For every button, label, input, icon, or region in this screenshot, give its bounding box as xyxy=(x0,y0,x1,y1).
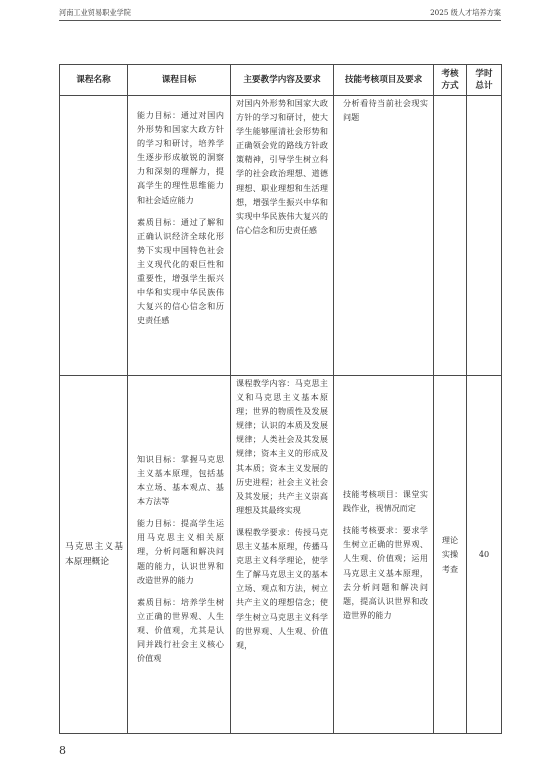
course-name: 马克思主义基本原理概论 xyxy=(65,541,123,567)
col-header-skill: 技能考核项目及要求 xyxy=(334,65,434,96)
col-header-goal: 课程目标 xyxy=(128,65,231,96)
hours-cell xyxy=(467,376,502,734)
assess-cell xyxy=(434,376,467,734)
hours-cell xyxy=(467,96,502,376)
goal-ability: 能力目标：通过对国内外形势和国家大政方针的学习和研讨，培养学生逐步形成敏锐的洞察力和深刻的理解力，提高学生的理性思维能力和社会适应能力 xyxy=(137,110,224,205)
content-teaching: 课程教学内容：马克思主义和马克思主义基本原理；世界的物质性及发展规律；认识的本质及发展规律；人类社会及其发展规律；资本主义的形成及其本质；资本主义发展的历史进程；社会主义社会及其发展；共产主义崇高理想及其最终实现 xyxy=(236,378,328,515)
table-row xyxy=(60,96,502,376)
col-header-assess: 考核方式 xyxy=(434,65,467,96)
assess-cell xyxy=(434,96,467,376)
col-header-hours: 学时总计 xyxy=(467,65,502,96)
goal-knowledge: 知识目标：掌握马克思主义基本原理，包括基本立场、基本观点、基本方法等 xyxy=(137,453,224,507)
content-cell xyxy=(231,376,334,734)
table-row xyxy=(60,376,502,734)
course-table xyxy=(59,64,502,734)
goal-cell xyxy=(128,376,231,734)
page-header xyxy=(59,6,501,21)
goal-cell xyxy=(128,96,231,376)
goal-quality: 素质目标：通过了解和正确认识经济全球化形势下实现中国特色社会主义现代化的艰巨性和重要性，增强学生振兴中华和实现中华民族伟大复兴的信心信念和历史责任感 xyxy=(137,216,224,326)
skill-text: 分析看待当前社会现实问题 xyxy=(343,98,428,123)
skill-cell xyxy=(334,96,434,376)
course-name-cell xyxy=(60,96,128,376)
content-cell xyxy=(231,96,334,376)
course-name-cell xyxy=(60,376,128,734)
content-text: 对国内外形势和国家大政方针的学习和研讨，使大学生能够厘清社会形势和正确领会党的路线方针政策精神，引导学生树立科学的社会政治理想、道德理想、职业理想和生活理想，增强学生振兴中华和实现中华民族伟大复兴的信心信念和历史责任感 xyxy=(236,98,328,235)
skill-items: 技能考核项目：课堂实践作业，视情况而定 xyxy=(343,489,428,514)
col-header-course-name: 课程名称 xyxy=(60,65,128,96)
content-requirements: 课程教学要求：传授马克思主义基本原理，传播马克思主义科学理论，使学生了解马克思主义的基本立场、观点和方法，树立共产主义的理想信念；使学生树立马克思主义科学的世界观、人生观、价值观， xyxy=(236,526,328,650)
assess-method: 理论实操考查 xyxy=(441,535,459,574)
col-header-content: 主要教学内容及要求 xyxy=(231,65,334,96)
skill-cell xyxy=(334,376,434,734)
header-school: 河南工业贸易职业学院 xyxy=(59,8,131,17)
goal-quality: 素质目标：培养学生树立正确的世界观、人生观、价值观，尤其是认同并践行社会主义核心价值观 xyxy=(137,596,224,664)
skill-requirements: 技能考核要求：要求学生树立正确的世界观、人生观、价值观；运用马克思主义基本原理，去分析问题和解决问题，提高认识世界和改造世界的能力 xyxy=(343,525,428,620)
goal-ability: 能力目标：提高学生运用马克思主义相关原理，分析问题和解决问题的能力，认识世界和改造世界的能力 xyxy=(137,518,224,585)
total-hours: 40 xyxy=(478,549,490,560)
header-doc-title: 2025 级人才培养方案 xyxy=(430,8,501,17)
page-number: 8 xyxy=(59,744,66,757)
table-header-row xyxy=(60,65,502,96)
